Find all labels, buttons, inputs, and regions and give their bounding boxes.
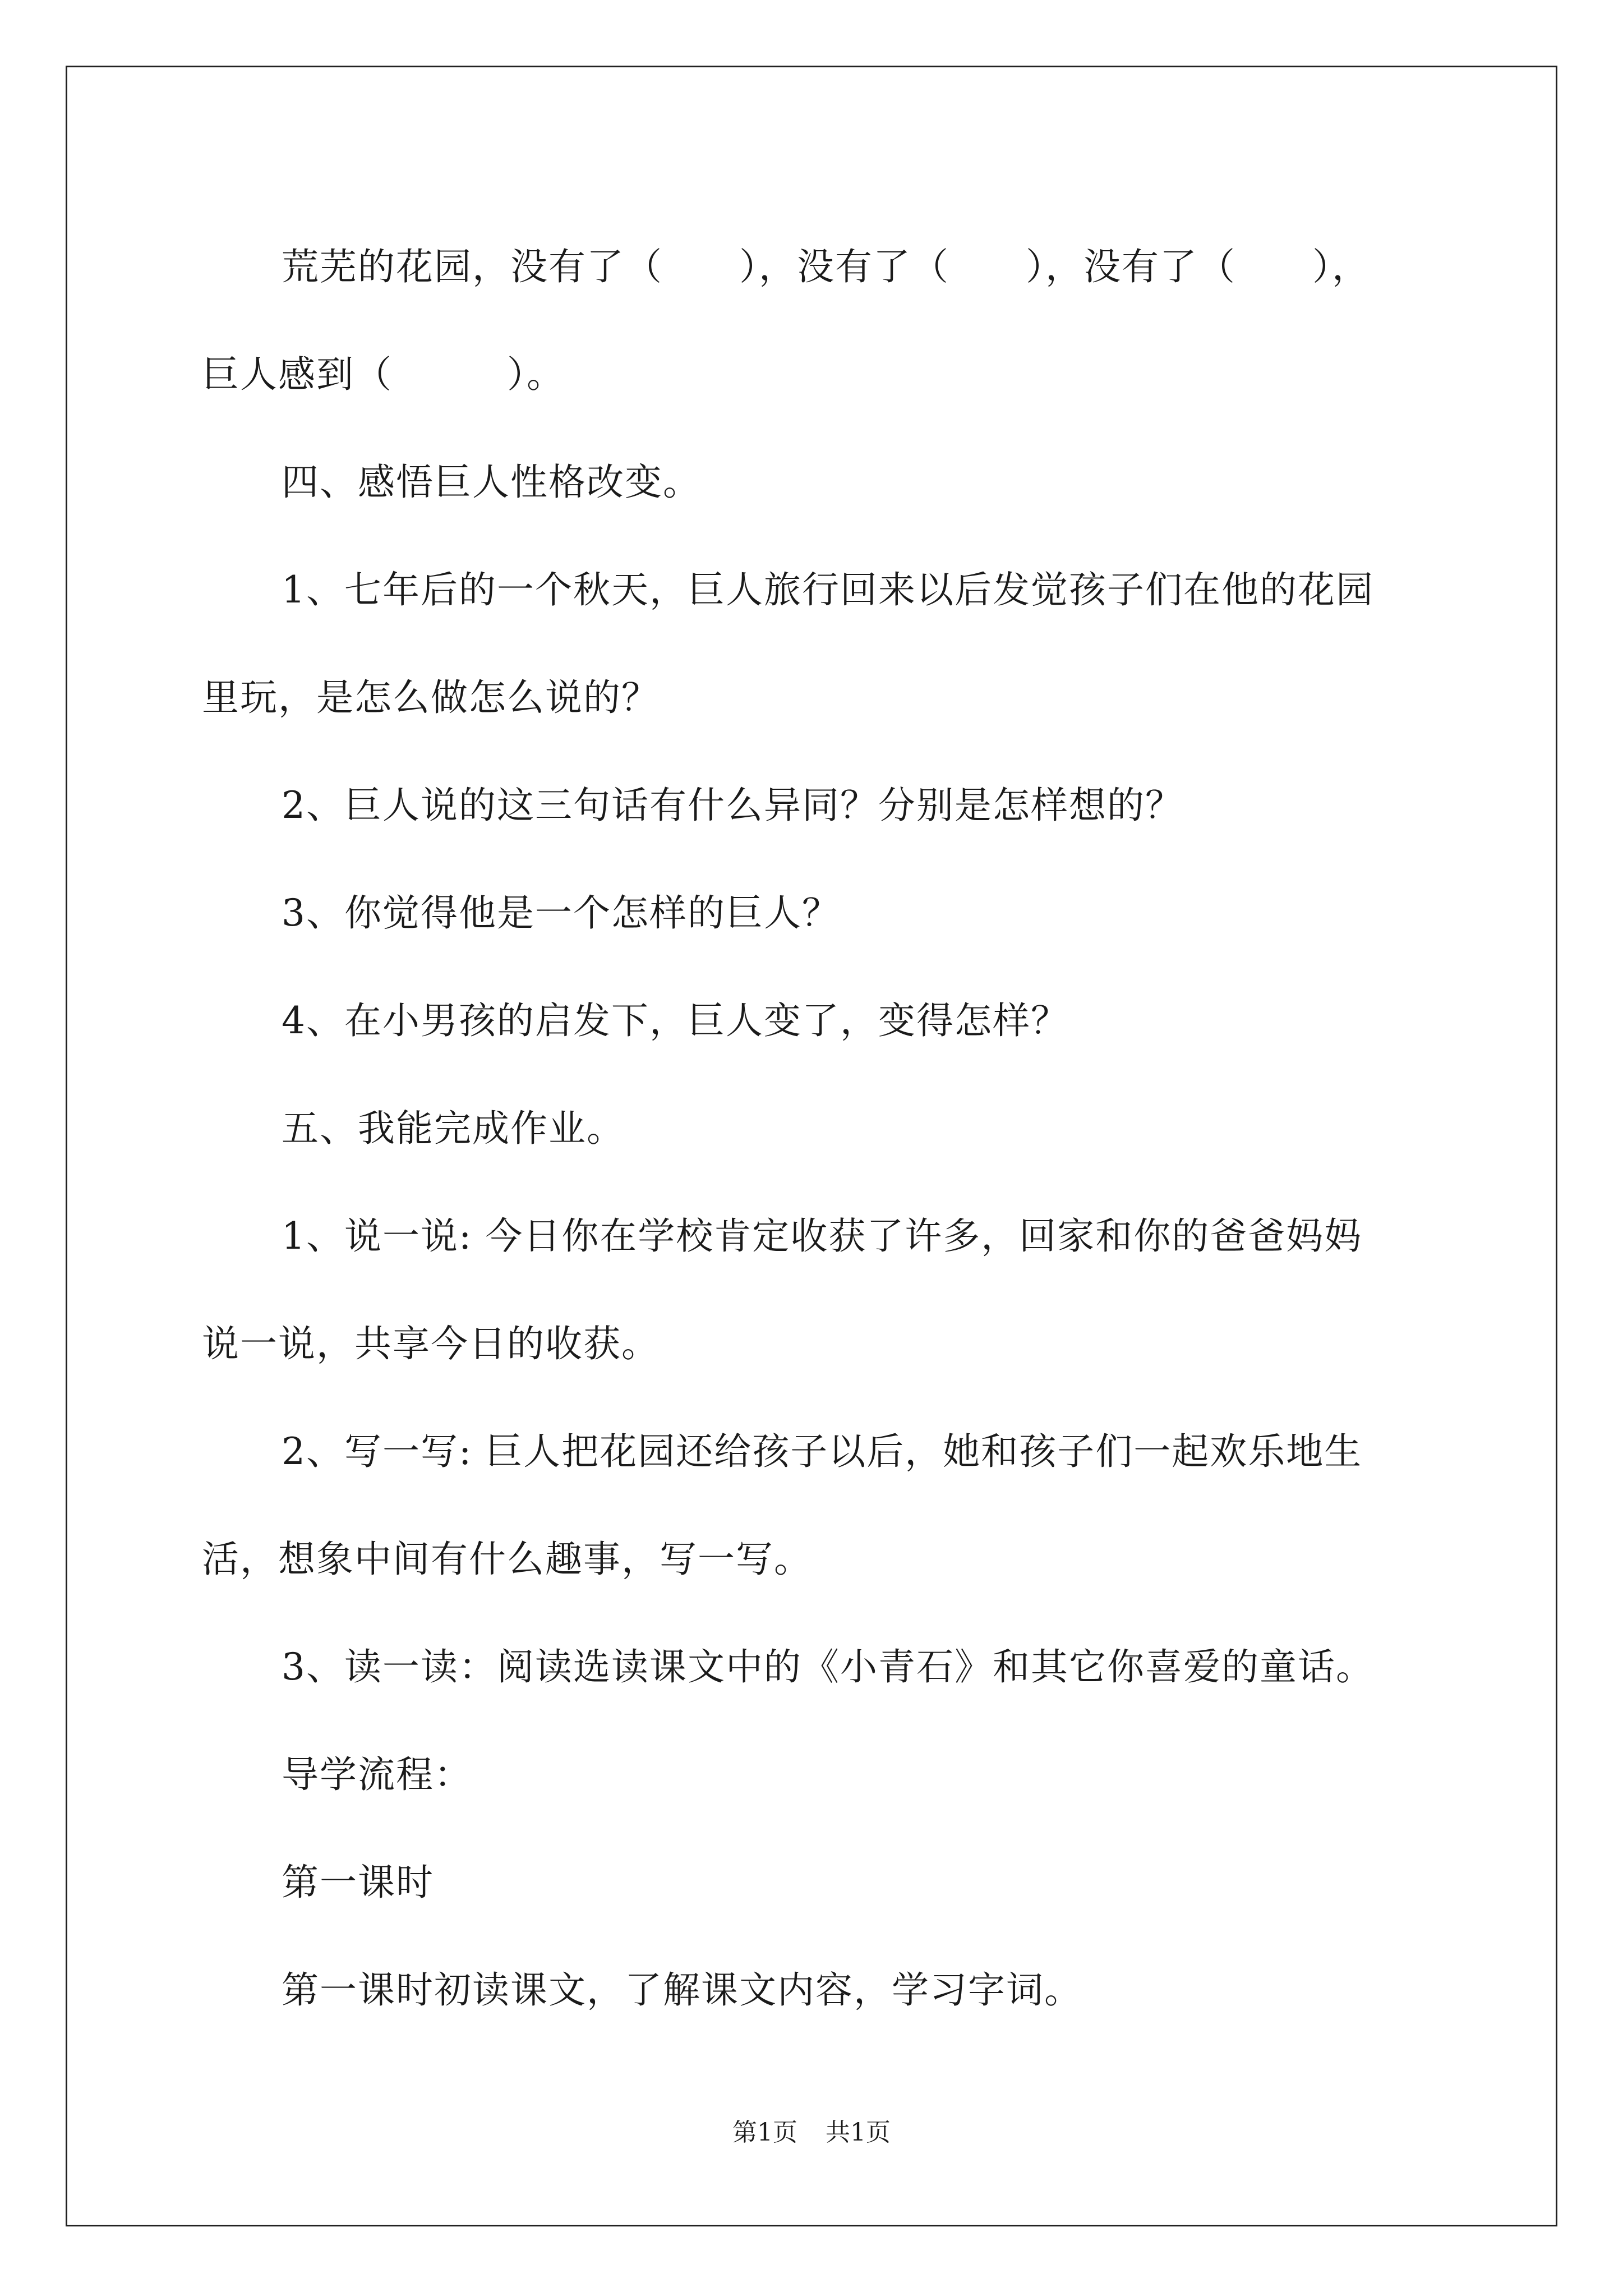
list-item-4: 4、在小男孩的启发下，巨人变了，变得怎样？: [282, 999, 1069, 1042]
homework-item-1-continued: 说一说，共享今日的收获。: [202, 1322, 660, 1365]
list-item-2: 2、巨人说的这三句话有什么异同？分别是怎样想的？: [282, 784, 1183, 827]
page-footer: [0, 2116, 1623, 2150]
section-heading-5: 五、我能完成作业。: [282, 1107, 625, 1150]
list-item-3: 3、你觉得他是一个怎样的巨人？: [282, 891, 840, 935]
section-heading-4: 四、感悟巨人性格改变。: [282, 461, 701, 504]
homework-item-2: 2、写一写: 巨人把花园还给孩子以后，她和孩子们一起欢乐地生: [282, 1430, 1363, 1473]
list-item-1: 1、七年后的一个秋天，巨人旅行回来以后发觉孩子们在他的花园: [282, 568, 1374, 611]
paragraph-1: 荒芜的花园，没有了（ ），没有了（ ），没有了（ ），: [282, 245, 1370, 288]
page-number-current: 第1页: [732, 2118, 797, 2147]
list-item-1-continued: 里玩，是怎么做怎么说的？: [202, 676, 660, 719]
guide-heading: 导学流程：: [282, 1753, 472, 1796]
page-number-total: 共1页: [826, 2118, 891, 2147]
homework-item-2-continued: 活，想象中间有什么趣事，写一写。: [202, 1538, 812, 1581]
homework-item-3: 3、读一读：阅读选读课文中的《小青石》和其它你喜爱的童话。: [282, 1645, 1374, 1688]
document-body: [202, 213, 1436, 2044]
homework-item-1: 1、说一说: 今日你在学校肯定收获了许多，回家和你的爸爸妈妈: [282, 1214, 1363, 1258]
paragraph-2: 巨人感到（ ）。: [202, 353, 565, 396]
lesson-description: 第一课时初读课文，了解课文内容，学习字词。: [282, 1968, 1082, 2012]
lesson-heading: 第一课时: [282, 1861, 434, 1904]
